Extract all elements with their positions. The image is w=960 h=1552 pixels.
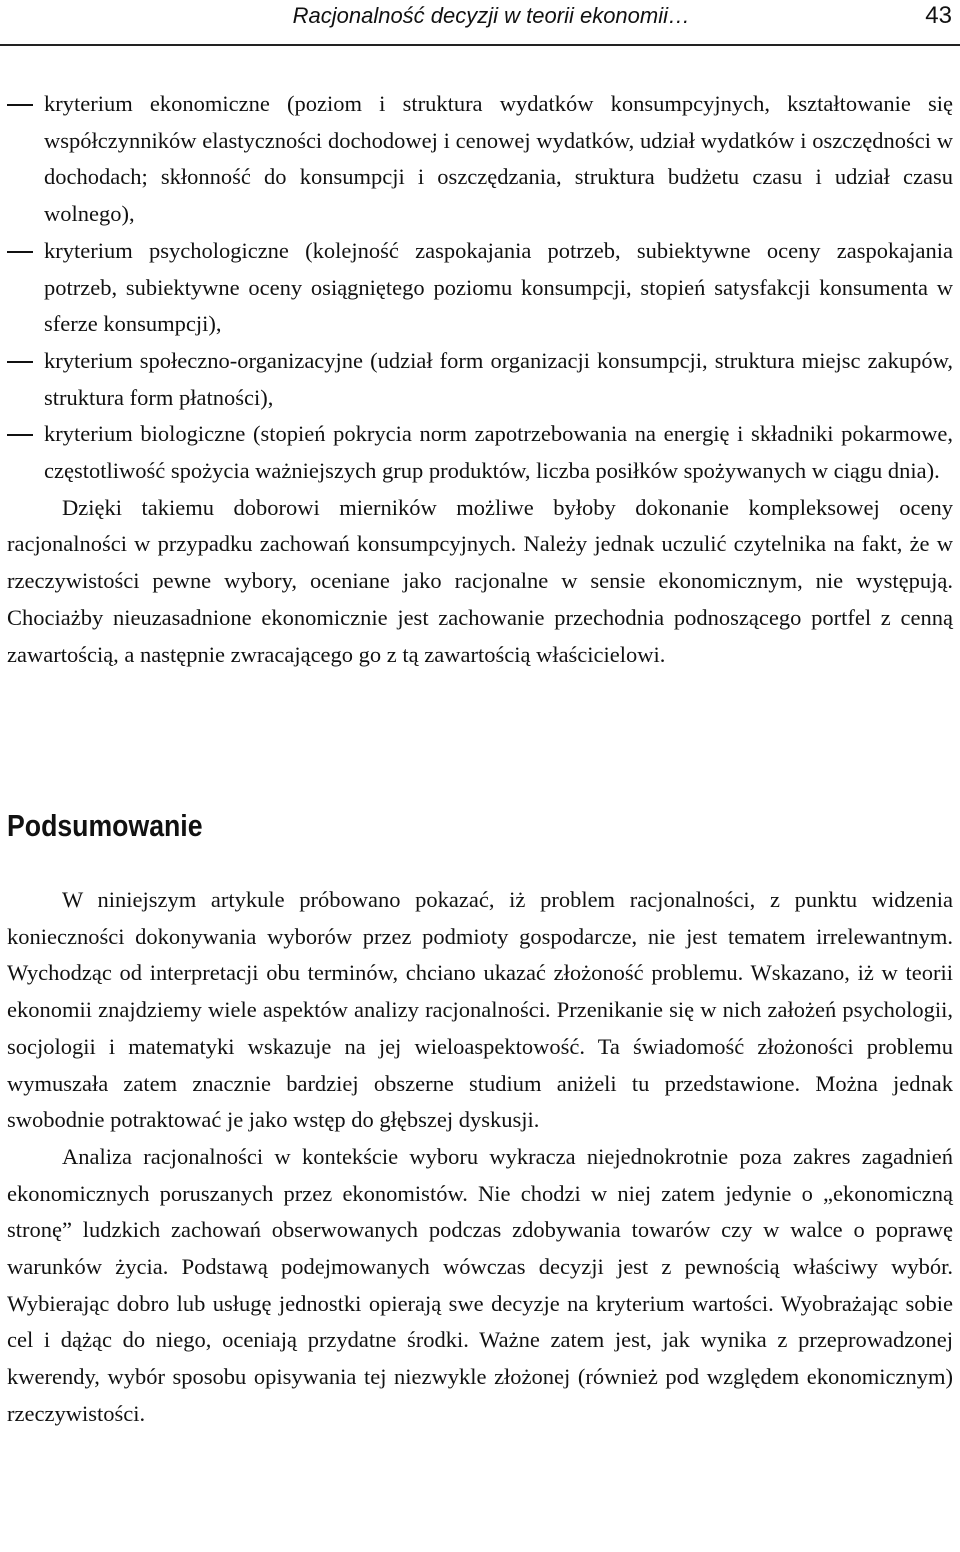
- summary-section: [7, 882, 953, 1433]
- body-paragraph: W niniejszym artykule próbowano pokazać, iż problem racjonalności, z punktu widzenia konieczności dokonywania wyborów przez podmioty gospodarcze, nie jest tematem irrelewantnym. Wychodząc od interpretacji obu terminów, chciano ukazać złożoność problemu. Wskazano, iż w teorii ekonomii znajdziemy wiele aspektów analizy racjonalności. Przenikanie się w nich założeń psychologii, socjologii i matematyki wskazuje na jej wieloaspektowość. Ta świadomość złożoności problemu wymuszała zatem znacznie bardziej obszerne studium aniżeli tu przedstawione. Można jednak swobodnie potraktować je jako wstęp do głębszej dyskusji.: [7, 887, 953, 1133]
- list-item: [7, 86, 953, 233]
- list-item-text: kryterium społeczno-organizacyjne (udział form organizacji konsumpcji, struktura miejsc zakupów, struktura form płatności),: [44, 347, 953, 410]
- list-item: [7, 416, 953, 489]
- section-heading: Podsumowanie: [7, 808, 203, 843]
- dash-bullet-icon: [7, 416, 33, 453]
- dash-bullet-icon: [7, 343, 33, 380]
- dash-bullet-icon: [7, 86, 33, 123]
- list-item: [7, 343, 953, 416]
- criteria-list: [7, 86, 953, 673]
- running-title: Racjonalność decyzji w teorii ekonomii…: [292, 3, 690, 28]
- running-header: [0, 0, 960, 46]
- list-item: [7, 233, 953, 343]
- list-item-text: kryterium biologiczne (stopień pokrycia norm zapotrzebowania na energię i składniki pokarmowe, częstotliwość spożycia ważniejszych grup produktów, liczba posiłków spożywanych w ciągu dnia).: [44, 421, 953, 484]
- page-number: 43: [925, 2, 952, 29]
- dash-bullet-icon: [7, 233, 33, 270]
- body-paragraph: Analiza racjonalności w kontekście wyboru wykracza niejednokrotnie poza zakres zagadnień ekonomicznych poruszanych przez ekonomistów. Nie chodzi w niej zatem jedynie o „ekonomiczną stronę” ludzkich zachowań obserwowanych podczas zdobywania towarów czy w walce o poprawę warunków życia. Podstawą podejmowanych wówczas decyzji jest z pewnością właściwy wybór. Wybierając dobro lub usługę jednostki opierają swe decyzje na kryterium wartości. Wyobrażając sobie cel i dążąc do niego, oceniają przydatne środki. Ważne zatem jest, jak wynika z przeprowadzonej kwerendy, wybór sposobu opisywania tej niezwykle złożonej (również pod względem ekonomicznym) rzeczywistości.: [7, 1143, 953, 1426]
- list-item-text: kryterium psychologiczne (kolejność zaspokajania potrzeb, subiektywne oceny zaspokajania potrzeb, subiektywne oceny osiągniętego poziomu konsumpcji, stopień satysfakcji konsumenta w sferze konsumpcji),: [44, 237, 953, 337]
- body-paragraph: Dzięki takiemu doborowi mierników możliwe byłoby dokonanie kompleksowej oceny racjonalności w przypadku zachowań konsumpcyjnych. Należy jednak uczulić czytelnika na fakt, że w rzeczywistości pewne wybory, oceniane jako racjonalne w sensie ekonomicznym, nie występują. Chociażby nieuzasadnione ekonomicznie jest zachowanie przechodnia podnoszącego portfel z cenną zawartością, a następnie zwracającego go z tą zawartością właścicielowi.: [7, 494, 953, 667]
- list-item-text: kryterium ekonomiczne (poziom i struktura wydatków konsumpcyjnych, kształtowanie się współczynników elastyczności dochodowej i cenowej wydatków, udział wydatków i oszczędności w dochodach; skłonność do konsumpcji i oszczędzania, struktura budżetu czasu i udział czasu wolnego),: [44, 91, 953, 227]
